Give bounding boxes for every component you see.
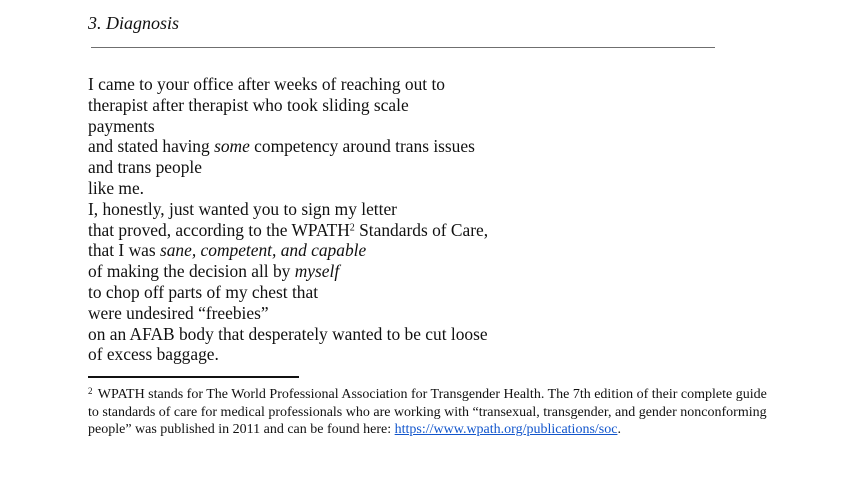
- poem-text: that I was: [88, 240, 160, 261]
- poem-line: [88, 136, 608, 157]
- poem-line: [88, 199, 608, 220]
- poem-line: [88, 240, 608, 261]
- poem-text: of excess baggage.: [88, 344, 219, 365]
- poem-line: [88, 178, 608, 199]
- poem-emphasis: some: [214, 136, 250, 157]
- poem-text: Standards of Care,: [354, 219, 489, 240]
- poem-line: [88, 116, 608, 137]
- poem-text: to chop off parts of my chest that: [88, 281, 319, 302]
- poem-line: [88, 220, 608, 241]
- footnote-link[interactable]: https://www.wpath.org/publications/soc: [394, 422, 618, 438]
- footnote-reference: 2: [349, 222, 355, 234]
- poem-line: [88, 74, 608, 95]
- poem-text: that proved, according to the WPATH: [88, 219, 350, 240]
- poem-line: [88, 303, 608, 324]
- poem-text: of making the decision all by: [88, 261, 295, 282]
- footnote: [88, 386, 778, 439]
- poem-line: [88, 282, 608, 303]
- poem-line: [88, 95, 608, 116]
- footnote-period: .: [617, 422, 621, 438]
- section-heading: 3. Diagnosis: [88, 13, 180, 33]
- poem-line: [88, 157, 608, 178]
- poem-text: I came to your office after weeks of reaching out to: [88, 74, 446, 94]
- poem-body: [88, 74, 608, 365]
- poem-text: were undesired “freebies”: [88, 302, 269, 323]
- poem-emphasis: myself: [294, 261, 340, 282]
- poem-text: on an AFAB body that desperately wanted to be cut loose: [88, 323, 488, 344]
- heading-divider: [91, 47, 715, 48]
- poem-text: like me.: [88, 177, 145, 198]
- footnote-divider: [88, 376, 299, 378]
- poem-text: I, honestly, just wanted you to sign my letter: [88, 198, 397, 219]
- footnote-marker: 2: [88, 385, 93, 396]
- poem-line: [88, 261, 608, 282]
- poem-line: [88, 324, 608, 345]
- footnote-text: WPATH stands for The World Professional Association for Transgender Health. The 7th edition of their complete guide to standards of care for medical professionals who are working with “transexual, transgender, and gender nonconforming people” was published in 2011 and can be found here:: [88, 387, 767, 438]
- poem-line: [88, 344, 608, 365]
- poem-text: therapist after therapist who took sliding scale: [88, 94, 409, 115]
- poem-emphasis: sane, competent, and capable: [159, 240, 367, 261]
- poem-text: and trans people: [88, 157, 202, 178]
- poem-text: payments: [88, 115, 155, 136]
- poem-text: competency around trans issues: [249, 136, 475, 157]
- poem-text: and stated having: [88, 136, 215, 157]
